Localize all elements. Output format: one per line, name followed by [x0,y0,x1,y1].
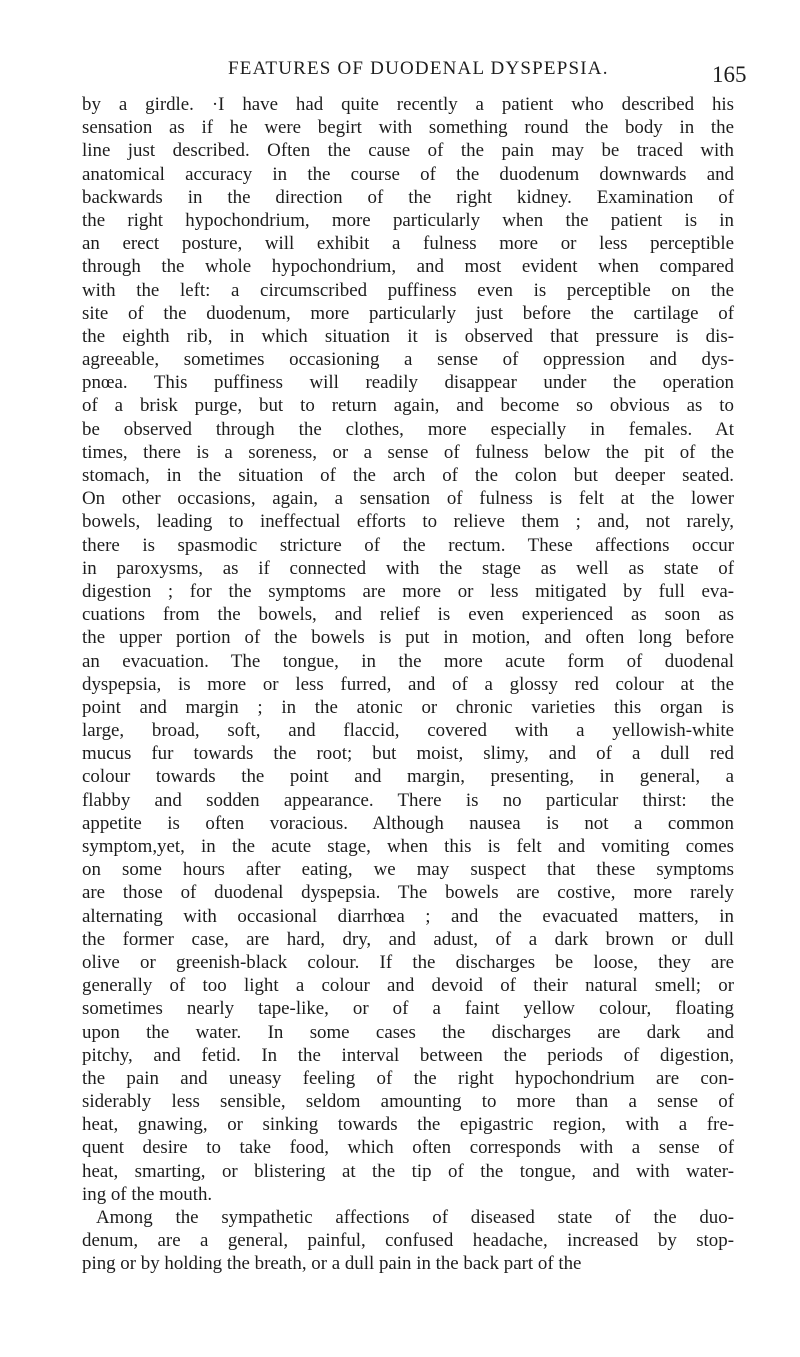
text-line: the eighth rib, in which situation it is observed that pressure is dis- [82,325,734,347]
text-line: be observed through the clothes, more especially in females. At [82,418,734,440]
text-line: line just described. Often the cause of the pain may be traced with [82,140,734,162]
text-line: ping or by holding the breath, or a dull pain in the back part of the [82,1253,582,1275]
text-line: symptom,yet, in the acute stage, when this is felt and vomiting comes [82,836,734,857]
text-line: dyspepsia, is more or less furred, and of a glossy red colour at the [82,673,734,695]
text-line: large, broad, soft, and flaccid, covered with a yellowish-white [82,720,734,742]
text-line: site of the duodenum, more particularly just before the cartilage of [82,302,734,324]
text-line: on some hours after eating, we may suspect that these symptoms [82,859,734,881]
text-line: an erect posture, will exhibit a fulness more or less perceptible [82,233,734,255]
text-line: appetite is often voracious. Although nausea is not a common [82,812,734,834]
text-line: of a brisk purge, but to return again, and become so obvious as to [82,395,734,417]
text-line: alternating with occasional diarrhœa ; and the evacuated matters, in [82,905,734,927]
text-line: point and margin ; in the atonic or chronic varieties this organ is [82,696,734,718]
text-line: an evacuation. The tongue, in the more acute form of duodenal [82,650,734,672]
text-line: stomach, in the situation of the arch of the colon but deeper seated. [82,465,734,486]
text-line: the right hypochondrium, more particularly when the patient is in [82,209,734,231]
text-line: there is spasmodic stricture of the rectum. These affections occur [82,534,734,556]
text-line: mucus fur towards the root; but moist, slimy, and of a dull red [82,743,734,765]
text-line: On other occasions, again, a sensation of fulness is felt at the lower [82,488,734,510]
text-line: colour towards the point and margin, presenting, in general, a [82,766,734,788]
text-line: the pain and uneasy feeling of the right hypochondrium are con- [82,1067,734,1089]
text-line: denum, are a general, painful, confused headache, increased by stop- [82,1230,734,1252]
text-line: are those of duodenal dyspepsia. The bowels are costive, more rarely [82,882,734,904]
text-line: Among the sympathetic affections of diseased state of the duo- [96,1207,734,1228]
text-line: backwards in the direction of the right kidney. Examination of [82,186,734,208]
text-line: agreeable, sometimes occasioning a sense of oppression and dys- [82,349,734,371]
text-line: times, there is a soreness, or a sense of fulness below the pit of the [82,441,734,463]
text-line: the former case, are hard, dry, and adust, of a dark brown or dull [82,928,734,950]
text-line: heat, smarting, or blistering at the tip of the tongue, and with water- [82,1160,734,1182]
text-line: siderably less sensible, seldom amounting to more than a sense of [82,1091,734,1113]
body-text [82,93,734,1276]
text-line: with the left: a circumscribed puffiness even is perceptible on the [82,279,734,301]
text-line: flabby and sodden appearance. There is no particular thirst: the [82,789,734,811]
text-line: ing of the mouth. [82,1183,213,1205]
text-line: bowels, leading to ineffectual efforts to relieve them ; and, not rarely, [82,511,734,533]
text-line: in paroxysms, as if connected with the stage as well as state of [82,557,734,579]
text-line: digestion ; for the symptoms are more or less mitigated by full eva- [82,580,734,602]
page-number: 165 [712,62,747,87]
text-line: upon the water. In some cases the discharges are dark and [82,1021,734,1043]
text-line: sensation as if he were begirt with something round the body in the [82,117,734,139]
text-line: pitchy, and fetid. In the interval between the periods of digestion, [82,1044,734,1066]
text-line: the upper portion of the bowels is put in motion, and often long before [82,627,734,649]
text-line: cuations from the bowels, and relief is even experienced as soon as [82,604,734,626]
text-line: generally of too light a colour and devoid of their natural smell; or [82,975,734,997]
text-line: olive or greenish-black colour. If the discharges be loose, they are [82,951,734,973]
text-line: anatomical accuracy in the course of the duodenum downwards and [82,163,734,185]
text-line: heat, gnawing, or sinking towards the epigastric region, with a fre- [82,1114,734,1136]
text-line: sometimes nearly tape-like, or of a faint yellow colour, floating [82,998,734,1020]
running-title: FEATURES OF DUODENAL DYSPEPSIA. [228,58,609,79]
text-line: by a girdle. ·I have had quite recently a patient who described his [82,94,734,115]
text-line: pnœa. This puffiness will readily disappear under the operation [82,372,734,394]
text-line: quent desire to take food, which often corresponds with a sense of [82,1137,734,1159]
text-line: through the whole hypochondrium, and most evident when compared [82,256,734,278]
running-head [0,56,800,90]
